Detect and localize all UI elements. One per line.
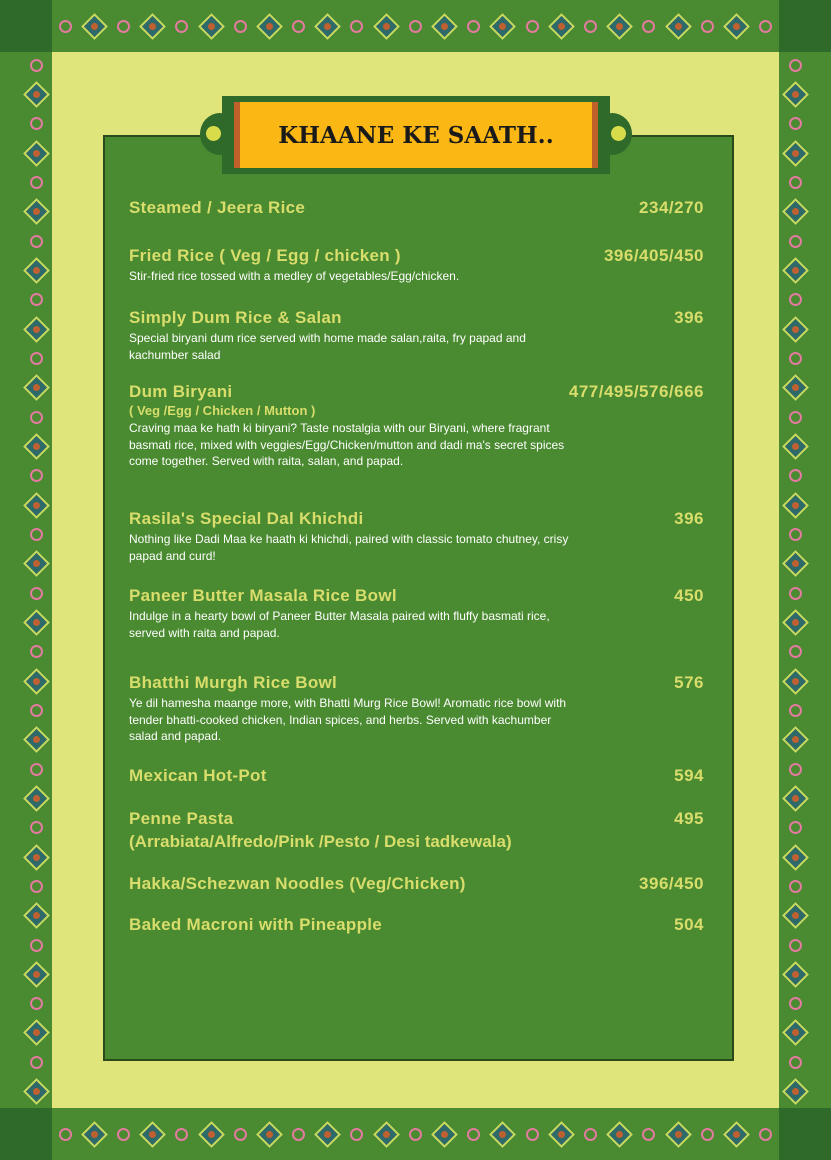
dish-variants: ( Veg /Egg / Chicken / Mutton ) <box>129 403 316 418</box>
diamond-ornament-icon <box>314 13 341 40</box>
ring-ornament-icon <box>30 763 43 776</box>
border-pattern-bottom <box>52 1108 779 1160</box>
dish-description: Craving maa ke hath ki biryani? Taste nostalgia with our Biryani, where fragrant basmati rice, mixed with veggies/Egg/Chicken/mutton and dadi ma's secret spices come together. Served with raita, salan, and papad. <box>129 421 565 468</box>
ring-ornament-icon <box>526 20 539 33</box>
ring-ornament-icon <box>409 20 422 33</box>
diamond-ornament-icon <box>782 785 809 812</box>
diamond-ornament-icon <box>23 257 50 284</box>
dish-price: 396/405/450 <box>603 246 704 265</box>
dish-price: 594 <box>674 766 704 785</box>
dish-name: Hakka/Schezwan Noodles (Veg/Chicken) <box>129 874 466 893</box>
dish-name: Rasila's Special Dal Khichdi <box>129 509 364 528</box>
diamond-ornament-icon <box>23 374 50 401</box>
ring-ornament-icon <box>701 20 714 33</box>
ring-ornament-icon <box>234 20 247 33</box>
ring-ornament-icon <box>175 1128 188 1141</box>
ring-ornament-icon <box>789 821 802 834</box>
dish-description: Nothing like Dadi Maa ke haath ki khichdi, paired with classic tomato chutney, crisy papad and curd! <box>129 532 569 563</box>
menu-item <box>129 766 704 786</box>
ring-ornament-icon <box>467 1128 480 1141</box>
ring-ornament-icon <box>59 1128 72 1141</box>
dish-price: 396 <box>674 509 704 528</box>
dish-name: Paneer Butter Masala Rice Bowl <box>129 586 397 605</box>
ring-ornament-icon <box>789 235 802 248</box>
page-title: KHAANE KE SAATH.. <box>278 121 554 149</box>
diamond-ornament-icon <box>489 1121 516 1148</box>
corner-ornament <box>779 1108 831 1160</box>
dish-price: 450 <box>674 586 704 605</box>
diamond-ornament-icon <box>782 726 809 753</box>
ring-ornament-icon <box>789 880 802 893</box>
diamond-ornament-icon <box>23 1020 50 1047</box>
ring-ornament-icon <box>789 117 802 130</box>
ring-ornament-icon <box>526 1128 539 1141</box>
diamond-ornament-icon <box>782 198 809 225</box>
diamond-ornament-icon <box>665 1121 692 1148</box>
diamond-ornament-icon <box>782 1020 809 1047</box>
diamond-ornament-icon <box>23 198 50 225</box>
ring-ornament-icon <box>30 528 43 541</box>
diamond-ornament-icon <box>782 81 809 108</box>
ring-ornament-icon <box>789 704 802 717</box>
dish-price: 495 <box>674 809 704 828</box>
ring-ornament-icon <box>789 997 802 1010</box>
diamond-ornament-icon <box>23 726 50 753</box>
ring-ornament-icon <box>30 235 43 248</box>
ring-ornament-icon <box>759 1128 772 1141</box>
ring-ornament-icon <box>789 411 802 424</box>
diamond-ornament-icon <box>782 257 809 284</box>
menu-item <box>129 586 704 641</box>
menu-item <box>129 915 704 935</box>
ring-ornament-icon <box>30 939 43 952</box>
dish-description: Stir-fried rice tossed with a medley of vegetables/Egg/chicken. <box>129 269 460 283</box>
diamond-ornament-icon <box>782 374 809 401</box>
corner-ornament <box>0 1108 52 1160</box>
dish-description: Special biryani dum rice served with home made salan,raita, fry papad and kachumber salad <box>129 331 526 362</box>
diamond-ornament-icon <box>23 550 50 577</box>
ring-ornament-icon <box>30 59 43 72</box>
ring-ornament-icon <box>175 20 188 33</box>
ring-ornament-icon <box>30 645 43 658</box>
diamond-ornament-icon <box>431 13 458 40</box>
diamond-ornament-icon <box>782 844 809 871</box>
ring-ornament-icon <box>30 117 43 130</box>
menu-item <box>129 874 704 894</box>
dish-description: Ye dil hamesha maange more, with Bhatti Murg Rice Bowl! Aromatic rice bowl with tender bhatti-cooked chicken, Indian spices, and herbs. Served with kachumber salad and papad. <box>129 696 567 743</box>
ring-ornament-icon <box>789 352 802 365</box>
ring-ornament-icon <box>701 1128 714 1141</box>
ring-ornament-icon <box>467 20 480 33</box>
diamond-ornament-icon <box>256 13 283 40</box>
diamond-ornament-icon <box>548 13 575 40</box>
diamond-ornament-icon <box>198 13 225 40</box>
dish-price: 234/270 <box>639 198 704 217</box>
diamond-ornament-icon <box>665 13 692 40</box>
diamond-ornament-icon <box>23 844 50 871</box>
dish-price: 396 <box>674 308 704 327</box>
diamond-ornament-icon <box>23 902 50 929</box>
ring-ornament-icon <box>409 1128 422 1141</box>
ring-ornament-icon <box>30 293 43 306</box>
diamond-ornament-icon <box>23 492 50 519</box>
ring-ornament-icon <box>759 20 772 33</box>
ring-ornament-icon <box>789 176 802 189</box>
diamond-ornament-icon <box>23 316 50 343</box>
dish-price: 576 <box>674 673 704 692</box>
dish-description: Indulge in a hearty bowl of Paneer Butter Masala paired with fluffy basmati rice, served with raita and papad. <box>129 609 550 640</box>
diamond-ornament-icon <box>139 13 166 40</box>
diamond-ornament-icon <box>23 961 50 988</box>
diamond-ornament-icon <box>782 433 809 460</box>
dish-price: 396/450 <box>639 874 704 893</box>
ring-ornament-icon <box>789 763 802 776</box>
diamond-ornament-icon <box>782 316 809 343</box>
ring-ornament-icon <box>117 1128 130 1141</box>
ring-ornament-icon <box>30 587 43 600</box>
dish-name: Penne Pasta <box>129 809 234 828</box>
menu-item <box>129 809 704 852</box>
ring-ornament-icon <box>292 1128 305 1141</box>
ring-ornament-icon <box>584 20 597 33</box>
title-banner <box>222 96 610 174</box>
menu-item <box>129 308 704 363</box>
corner-ornament <box>0 0 52 52</box>
ring-ornament-icon <box>117 20 130 33</box>
ring-ornament-icon <box>30 1056 43 1069</box>
diamond-ornament-icon <box>373 13 400 40</box>
diamond-ornament-icon <box>782 668 809 695</box>
diamond-ornament-icon <box>256 1121 283 1148</box>
dish-name: Steamed / Jeera Rice <box>129 198 306 217</box>
diamond-ornament-icon <box>23 1078 50 1105</box>
menu-item <box>129 198 704 218</box>
ring-ornament-icon <box>59 20 72 33</box>
ring-ornament-icon <box>789 528 802 541</box>
border-pattern-top <box>52 0 779 52</box>
diamond-ornament-icon <box>431 1121 458 1148</box>
ring-ornament-icon <box>642 1128 655 1141</box>
diamond-ornament-icon <box>782 140 809 167</box>
ring-ornament-icon <box>584 1128 597 1141</box>
diamond-ornament-icon <box>23 785 50 812</box>
dish-name: Dum Biryani <box>129 382 233 401</box>
diamond-ornament-icon <box>23 668 50 695</box>
ring-ornament-icon <box>30 411 43 424</box>
menu-item <box>129 673 704 745</box>
diamond-ornament-icon <box>782 961 809 988</box>
diamond-ornament-icon <box>23 609 50 636</box>
dish-variants: (Arrabiata/Alfredo/Pink /Pesto / Desi tadkewala) <box>129 832 512 851</box>
ring-ornament-icon <box>789 469 802 482</box>
ring-ornament-icon <box>789 645 802 658</box>
ring-ornament-icon <box>350 20 363 33</box>
diamond-ornament-icon <box>81 1121 108 1148</box>
ring-ornament-icon <box>30 176 43 189</box>
dish-price: 477/495/576/666 <box>568 382 704 401</box>
ring-ornament-icon <box>292 20 305 33</box>
diamond-ornament-icon <box>606 13 633 40</box>
diamond-ornament-icon <box>314 1121 341 1148</box>
ring-ornament-icon <box>789 587 802 600</box>
dish-name: Baked Macroni with Pineapple <box>129 915 383 934</box>
ring-ornament-icon <box>789 293 802 306</box>
ring-ornament-icon <box>789 1056 802 1069</box>
ring-ornament-icon <box>30 880 43 893</box>
ring-ornament-icon <box>234 1128 247 1141</box>
diamond-ornament-icon <box>782 609 809 636</box>
dish-name: Fried Rice ( Veg / Egg / chicken ) <box>129 246 401 265</box>
dish-price: 504 <box>674 915 704 934</box>
dish-name: Bhatthi Murgh Rice Bowl <box>129 673 338 692</box>
ring-ornament-icon <box>789 59 802 72</box>
dish-name: Simply Dum Rice & Salan <box>129 308 342 327</box>
diamond-ornament-icon <box>606 1121 633 1148</box>
diamond-ornament-icon <box>489 13 516 40</box>
ring-ornament-icon <box>789 939 802 952</box>
diamond-ornament-icon <box>782 492 809 519</box>
ring-ornament-icon <box>642 20 655 33</box>
diamond-ornament-icon <box>782 1078 809 1105</box>
menu-item <box>129 246 704 285</box>
diamond-ornament-icon <box>548 1121 575 1148</box>
ring-ornament-icon <box>30 704 43 717</box>
corner-ornament <box>779 0 831 52</box>
diamond-ornament-icon <box>23 433 50 460</box>
diamond-ornament-icon <box>81 13 108 40</box>
menu-item <box>129 382 704 470</box>
ring-ornament-icon <box>30 469 43 482</box>
diamond-ornament-icon <box>723 1121 750 1148</box>
ring-ornament-icon <box>350 1128 363 1141</box>
menu-item <box>129 509 704 564</box>
diamond-ornament-icon <box>139 1121 166 1148</box>
dish-name: Mexican Hot-Pot <box>129 766 267 785</box>
ring-ornament-icon <box>30 352 43 365</box>
diamond-ornament-icon <box>23 140 50 167</box>
diamond-ornament-icon <box>782 902 809 929</box>
diamond-ornament-icon <box>373 1121 400 1148</box>
ring-ornament-icon <box>30 821 43 834</box>
ring-ornament-icon <box>30 997 43 1010</box>
diamond-ornament-icon <box>23 81 50 108</box>
diamond-ornament-icon <box>198 1121 225 1148</box>
diamond-ornament-icon <box>782 550 809 577</box>
diamond-ornament-icon <box>723 13 750 40</box>
